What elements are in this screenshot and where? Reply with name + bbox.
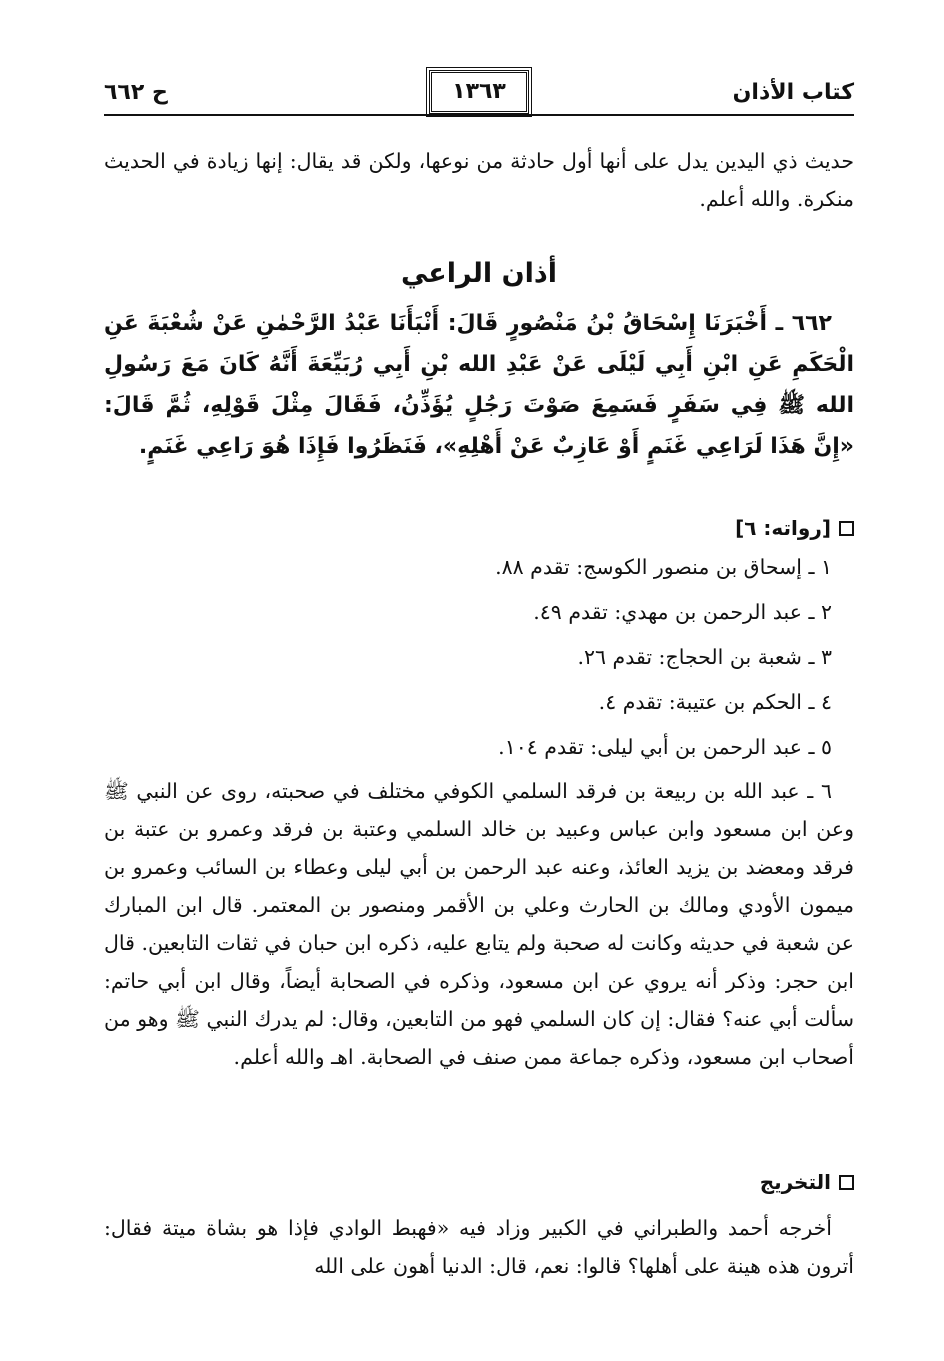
book-page	[104, 0, 854, 1361]
page-number: ١٣٦٣	[429, 70, 529, 114]
list-item: ٢ ـ عبد الرحمن بن مهدي: تقدم ٤٩.	[533, 600, 832, 624]
takhrij-title-label: التخريج	[759, 1170, 831, 1194]
narrator-list	[104, 548, 832, 773]
section-heading: أذان الراعي	[400, 258, 557, 289]
narrators-title-label: [رواته: ٦]	[735, 516, 831, 540]
list-item: ٣ ـ شعبة بن الحجاج: تقدم ٢٦.	[577, 645, 832, 669]
list-item: ١ ـ إسحاق بن منصور الكوسج: تقدم ٨٨.	[495, 555, 832, 579]
hadith-text: ٦٦٢ ـ أَخْبَرَنَا إِسْحَاقُ بْنُ مَنْصُورٍ قَالَ: أَنْبَأَنَا عَبْدُ الرَّحْمٰنِ عَنْ شُعْبَةَ عَنِ الْحَكَمِ عَنِ ابْنِ أَبِي لَيْلَى عَنْ عَبْدِ الله بْنِ أَبِي رُبَيِّعَةَ أَنَّهُ كَانَ مَعَ رَسُولِ الله ﷺ فِي سَفَرٍ فَسَمِعَ صَوْتَ رَجُلٍ يُؤَذِّنُ، فَقَالَ مِثْلَ قَوْلِهِ، ثُمَّ قَالَ: «إِنَّ هَذَا لَرَاعِي غَنَمٍ أَوْ عَازِبٌ عَنْ أَهْلِهِ»، فَنَظَرُوا فَإِذَا هُوَ رَاعِي غَنَمٍ.	[104, 311, 854, 459]
takhrij-section-title	[760, 1170, 854, 1194]
running-header	[104, 70, 854, 114]
narrator-6-biography: ٦ ـ عبد الله بن ربيعة بن فرقد السلمي الكوفي مختلف في صحبته، روى عن النبي ﷺ وعن ابن مسعود وابن عباس وعبيد بن خالد السلمي وعتبة بن فرقد وعمرو بن عتبة بن فرقد ومعضد بن يزيد العائذ، وعنه عبد الرحمن بن أبي ليلى وعطاء بن السائب وعمرو بن ميمون الأودي ومالك بن الحارث وعلي بن الأقمر ومنصور بن المعتمر. قال ابن المبارك عن شعبة في حديثه وكانت له صحبة ولم يتابع عليه، ذكره ابن حبان في ثقات التابعين. قال ابن حجر: وذكر أنه يروي عن ابن مسعود، وذكره في الصحابة أيضاً، وقال ابن أبي حاتم: سألت أبي عنه؟ فقال: إن كان السلمي فهو من التابعين، وقال: لم يدرك النبي ﷺ وهو من أصحاب ابن مسعود، وذكره جماعة ممن صنف في الصحابة. اهـ والله أعلم.	[104, 779, 854, 1069]
square-bullet-icon	[839, 1175, 854, 1190]
takhrij-paragraph: أخرجه أحمد والطبراني في الكبير وزاد فيه «فهبط الوادي فإذا هو بشاة ميتة فقال: أترون هذه هينة على أهلها؟ قالوا: نعم، قال: الدنيا أهون على الله	[104, 1216, 854, 1278]
header-rule	[104, 114, 854, 116]
hadith-reference: ح ٦٦٢	[104, 80, 168, 105]
list-item: ٥ ـ عبد الرحمن بن أبي ليلى: تقدم ١٠٤.	[498, 735, 832, 759]
chapter-title: كتاب الأذان	[732, 80, 854, 105]
square-bullet-icon	[839, 521, 854, 536]
intro-paragraph: حديث ذي اليدين يدل على أنها أول حادثة من نوعها، ولكن قد يقال: إنها زيادة في الحديث منكرة. والله أعلم.	[104, 149, 854, 211]
list-item: ٤ ـ الحكم بن عتيبة: تقدم ٤.	[598, 690, 832, 714]
narrators-section-title	[735, 516, 854, 540]
